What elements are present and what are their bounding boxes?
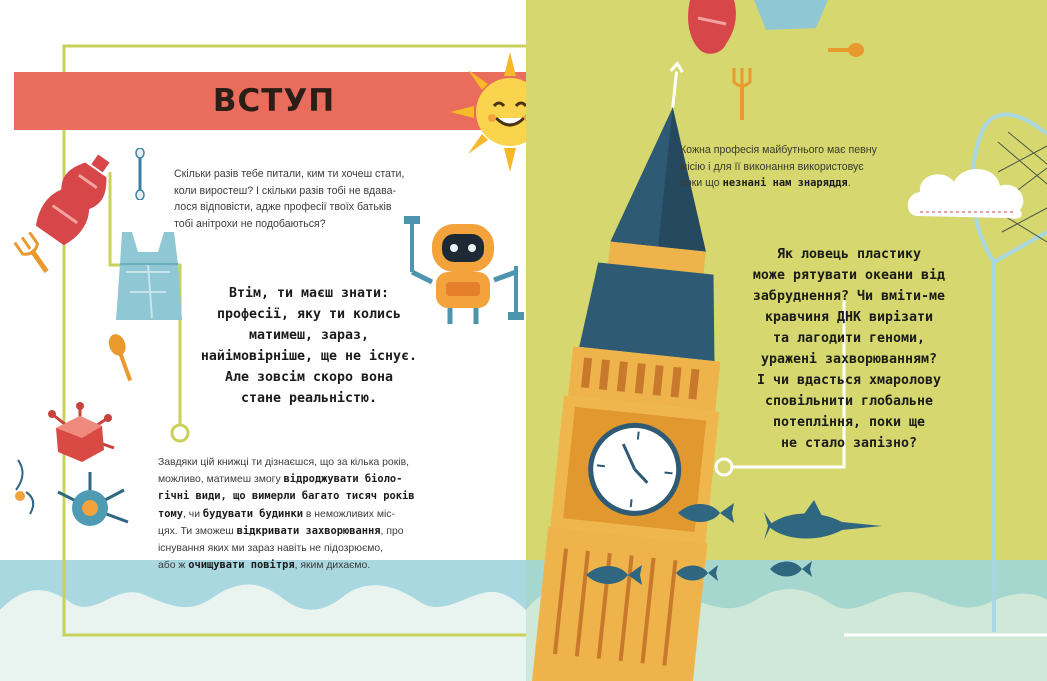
body-text: можливо, матимеш змогу bbox=[158, 474, 284, 486]
fork-icon bbox=[730, 66, 754, 122]
quote-line: потепління, поки ще bbox=[772, 415, 926, 430]
body-text: в неможливих міс- bbox=[303, 508, 395, 520]
intro-line: лося відповісти, адже професії твоїх батьків bbox=[174, 201, 392, 213]
spoon-icon bbox=[826, 38, 866, 62]
intro-line: тобі анітрохи не подобаються? bbox=[174, 217, 326, 230]
quote-line: найімовірніше, ще не існує. bbox=[200, 349, 418, 364]
highlight-unknown-tools: незнані нам знаряддя bbox=[722, 177, 848, 189]
quote-line: професії, яку ти колись bbox=[216, 307, 402, 322]
body-text: поки що bbox=[680, 177, 723, 189]
fork-icon bbox=[10, 232, 56, 274]
quote-line: Втім, ти маєш знати: bbox=[228, 286, 390, 301]
body-text: або ж bbox=[158, 560, 189, 572]
right-intro-line: місію і для її виконання використовує bbox=[680, 160, 864, 173]
quote-line: стане реальністю. bbox=[240, 391, 378, 406]
body-text: , чи bbox=[183, 508, 203, 520]
body-line: існування яких ми зараз навіть не підозрюємо, bbox=[158, 543, 384, 555]
quote-line: може рятувати океани від bbox=[752, 268, 946, 283]
quote-line: кравчиня ДНК вирізати bbox=[764, 310, 934, 325]
highlight-revive-species-end: тому bbox=[158, 507, 184, 520]
quote-line: сповільнити глобальне bbox=[764, 394, 934, 409]
right-intro-paragraph bbox=[680, 142, 877, 192]
right-page bbox=[526, 0, 1047, 681]
quote-line: Але зовсім скоро вона bbox=[224, 370, 394, 385]
fish-icon bbox=[584, 560, 644, 590]
body-text: , яким дихаємо. bbox=[294, 560, 371, 572]
fish-icon bbox=[768, 556, 814, 582]
body-text: , про bbox=[380, 525, 404, 537]
cotton-swab-icon bbox=[128, 148, 152, 200]
body-text: цях. Ти зможеш bbox=[158, 525, 237, 537]
body-line bbox=[158, 523, 414, 540]
body-paragraph-left bbox=[158, 454, 414, 574]
body-line bbox=[158, 471, 414, 488]
quote-line: матимеш, зараз, bbox=[248, 328, 370, 343]
quote-line: уражені захворюванням? bbox=[760, 352, 938, 367]
sun-icon bbox=[450, 52, 526, 172]
highlight-discover-diseases: відкривати захворювання bbox=[236, 524, 381, 537]
highlight-clean-air: очищувати повітря bbox=[188, 559, 295, 572]
quote-line: не стало запізно? bbox=[780, 436, 918, 451]
virus-icon bbox=[8, 400, 138, 530]
quote-line: Як ловець пластику bbox=[776, 247, 922, 262]
body-line bbox=[158, 506, 414, 523]
plastic-bottle-icon bbox=[680, 0, 744, 62]
plastic-bag-icon bbox=[746, 0, 836, 34]
quote-left bbox=[196, 283, 422, 409]
page-title: ВСТУП bbox=[212, 83, 336, 119]
fish-icon bbox=[676, 498, 736, 528]
body-line bbox=[158, 488, 414, 505]
highlight-revive-species-cont: гічні види, що вимерли багато тисяч років bbox=[158, 490, 415, 503]
body-line bbox=[158, 557, 414, 574]
fish-icon bbox=[674, 560, 720, 586]
highlight-build-houses: будувати будинки bbox=[202, 507, 304, 520]
right-intro-line bbox=[680, 175, 877, 192]
fish-icon bbox=[764, 500, 884, 552]
quote-line: І чи вдасться хмаролову bbox=[756, 373, 942, 388]
right-intro-line: Кожна професія майбутнього має певну bbox=[680, 144, 877, 156]
body-line: Завдяки цій книжці ти дізнаєшся, що за кілька років, bbox=[158, 457, 409, 468]
quote-line: забруднення? Чи вміти-ме bbox=[752, 289, 946, 304]
body-text: . bbox=[847, 177, 851, 189]
intro-paragraph bbox=[174, 166, 404, 232]
intro-line: коли виростеш? І скільки разів тобі не вдава- bbox=[174, 184, 397, 197]
quote-right bbox=[726, 244, 972, 454]
intro-line: Скільки разів тебе питали, ким ти хочеш стати, bbox=[174, 168, 405, 180]
highlight-revive-species: відроджувати біоло- bbox=[283, 473, 403, 486]
plastic-bag-icon bbox=[108, 222, 188, 330]
spoon-icon bbox=[104, 332, 140, 384]
quote-line: та лагодити геноми, bbox=[772, 331, 926, 346]
cloud-icon bbox=[904, 158, 1030, 222]
